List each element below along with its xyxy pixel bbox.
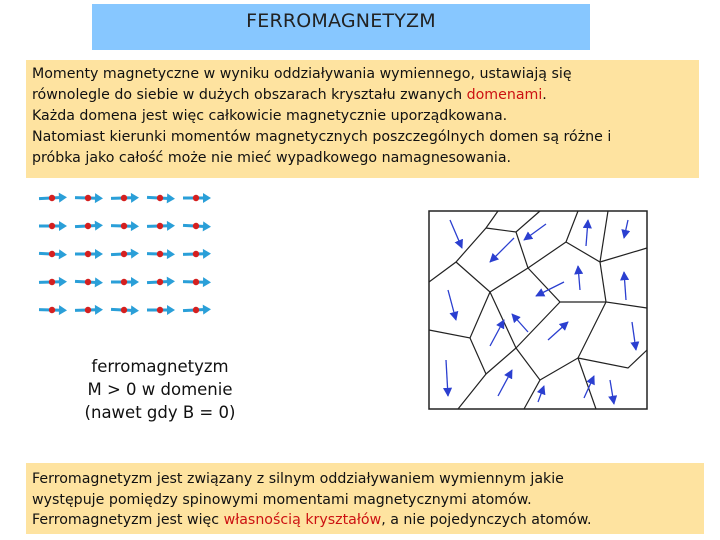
conclusion-note xyxy=(26,463,704,534)
spin-arrow-icon xyxy=(75,249,103,259)
intro-line-1: Momenty magnetyczne w wyniku oddziaływania wymiennego, ustawiają się xyxy=(32,66,572,82)
domains-term: domenami xyxy=(466,87,543,103)
conclusion-line-1: Ferromagnetyzm jest związany z silnym oddziaływaniem wymiennym jakie xyxy=(32,471,564,487)
spin-arrow-icon xyxy=(183,220,211,231)
conclusion-line-3 xyxy=(32,510,698,531)
title-banner xyxy=(92,4,590,50)
spin-arrow-icon xyxy=(183,277,211,288)
intro-line-5: próbka jako całość może nie mieć wypadkowego namagnesowania. xyxy=(32,150,512,166)
magnetic-domains-diagram xyxy=(428,210,648,410)
spin-arrow-icon xyxy=(39,192,67,203)
intro-note xyxy=(26,60,699,178)
spin-arrow-icon xyxy=(147,305,175,315)
conclusion-line-3-text: Ferromagnetyzm jest więc xyxy=(32,512,224,528)
spin-arrow-icon xyxy=(75,276,103,287)
spin-arrow-icon xyxy=(111,248,139,259)
conclusion-line-3-end: , a nie pojedynczych atomów. xyxy=(381,512,592,528)
spin-arrow-icon xyxy=(111,304,139,315)
caption-line-1: ferromagnetyzm xyxy=(91,357,229,376)
spin-arrow-icon xyxy=(111,277,139,287)
intro-line-3: Każda domena jest więc całkowicie magnetycznie uporządkowana. xyxy=(32,108,508,124)
spin-arrow-icon xyxy=(147,276,175,287)
spin-arrow-icon xyxy=(75,220,103,231)
intro-line-4: Natomiast kierunki momentów magnetycznych poszczególnych domen są różne i xyxy=(32,129,612,145)
spin-arrow-icon xyxy=(75,305,103,316)
intro-line-2-text: równolegle do siebie w dużych obszarach kryształu zwanych xyxy=(32,87,467,103)
spin-arrow-icon xyxy=(183,304,211,315)
spin-arrow-icon xyxy=(183,249,211,260)
caption-line-3: (nawet gdy B = 0) xyxy=(84,403,236,422)
spin-arrow-icon xyxy=(183,193,211,203)
spin-arrow-icon xyxy=(39,277,67,288)
spin-arrow-icon xyxy=(147,192,175,203)
spin-arrow-icon xyxy=(147,221,175,232)
spin-arrow-icon xyxy=(39,248,67,259)
spin-arrow-icon xyxy=(111,221,139,232)
aligned-spins-illustration xyxy=(30,180,250,330)
spin-arrow-icon xyxy=(147,249,175,260)
spin-arrow-icon xyxy=(39,221,67,231)
conclusion-line-2: występuje pomiędzy spinowymi momentami magnetycznymi atomów. xyxy=(32,491,532,508)
spin-arrow-icon xyxy=(39,305,67,316)
intro-line-2 xyxy=(32,85,693,106)
domains-graphic xyxy=(428,210,648,410)
aligned-spins-graphic xyxy=(30,180,250,330)
spin-caption xyxy=(60,355,260,424)
spin-arrow-icon xyxy=(75,193,103,204)
page-title: FERROMAGNETYZM xyxy=(246,10,436,32)
crystal-property-term: własnością kryształów xyxy=(223,512,382,528)
spin-arrow-icon xyxy=(111,193,139,204)
intro-line-2-end: . xyxy=(542,87,547,103)
sample-outline xyxy=(429,211,647,409)
caption-line-2: M > 0 w domenie xyxy=(87,380,233,399)
